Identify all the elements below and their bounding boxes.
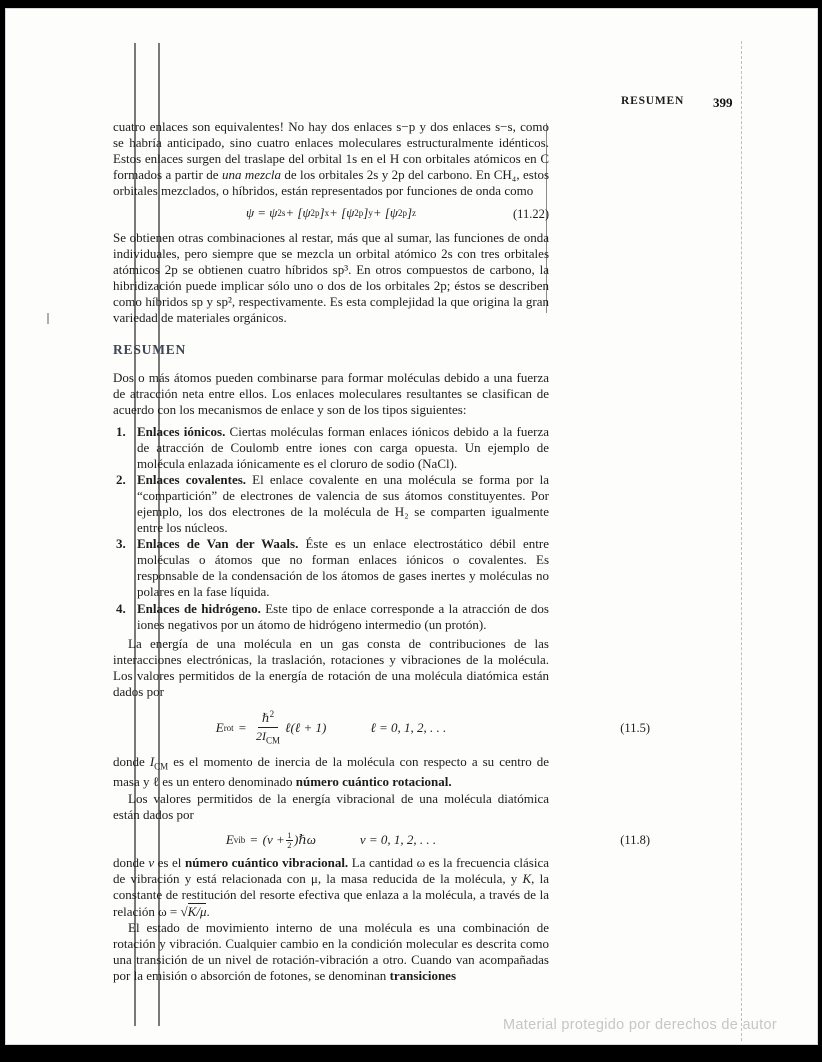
eq-condition: ℓ = 0, 1, 2, . . . xyxy=(370,719,447,735)
equation-11-5-expression xyxy=(216,709,447,747)
equation-11-8 xyxy=(113,829,650,851)
paragraph-estado xyxy=(113,920,549,984)
list-item-title: Enlaces covalentes. xyxy=(137,471,247,487)
eq-fraction-denominator: 2 xyxy=(287,840,292,851)
eq-superscript: 2 xyxy=(269,709,275,720)
list-item-title: Enlaces iónicos. xyxy=(137,423,226,439)
list-item-enlaces-ionicos xyxy=(113,424,549,472)
eq-variable: E xyxy=(215,719,224,735)
radicand-K-over-mu: K/μ xyxy=(187,903,207,919)
eq-subscript: 2p xyxy=(354,208,364,219)
eq-subscript: 2s xyxy=(277,208,286,219)
eq-subscript: rot xyxy=(223,722,234,733)
equation-number-11-5: (11.5) xyxy=(620,720,650,735)
paragraph-text: El estado de movimiento interno de una molécula es una combinación de rotación y vibración. Cualquier cambio en la condición molecular es descrita como una transición de un nivel de rotación-vibración a otro. Cuando van acompañadas por la emisión o absorción de fotones, se denominan xyxy=(113,919,549,983)
eq-subscript: CM xyxy=(266,735,281,746)
eq-term: ℏ xyxy=(261,711,270,726)
equation-11-22-expression xyxy=(246,205,416,221)
running-head xyxy=(6,95,817,113)
list-item-number: 4. xyxy=(116,600,126,616)
variable-I: I xyxy=(149,753,155,769)
eq-subscript: y xyxy=(368,208,373,219)
list-item-text: Éste es un enlace electrostático débil entre moléculas o átomos que no forman enlaces iónicos o covalentes. Es responsable de la condensación de los átomos de gases inertes y moléculas no polares en la fase líquida. xyxy=(137,536,549,600)
eq-fraction-numerator: 1 xyxy=(287,829,292,840)
page-number: 399 xyxy=(713,95,733,110)
eq-fraction xyxy=(256,709,280,747)
eq-subscript: x xyxy=(324,208,330,219)
eq-small-fraction-one-half xyxy=(286,831,293,852)
term-transiciones: transiciones xyxy=(389,967,457,983)
eq-equals: = xyxy=(238,719,247,735)
list-item-number: 2. xyxy=(116,471,126,487)
variable-subscript-CM: CM xyxy=(154,761,169,772)
paragraph-hybrids: Se obtienen otras combinaciones al restar, más que al sumar, las funciones de onda individuales, pero siempre que se mezcla un orbital atómico 2s con tres orbitales atómicos 2p se obtienen cuatro híbridos sp³. En otros compuestos de carbono, la hibridización puede implicar sólo uno o dos de los orbitales 2p; éstos se describen como híbridos sp y sp², respectivamente. Es esta complejidad la que origina la gran variedad de materiales orgánicos. xyxy=(113,229,549,326)
eq-term: + [ψ xyxy=(329,205,355,221)
term-numero-cuantico-vibracional: número cuántico vibracional. xyxy=(184,855,349,871)
paragraph-vibracional: Los valores permitidos de la energía vibracional de una molécula diatómica están dados por xyxy=(113,790,549,822)
eq-term: ] xyxy=(319,205,325,221)
eq-term: )ℏω xyxy=(294,831,316,847)
eq-term: 2I xyxy=(256,729,267,744)
paragraph-text: donde xyxy=(113,753,150,769)
bond-type-list xyxy=(113,424,549,633)
eq-subscript: z xyxy=(412,208,417,219)
eq-term: ψ = ψ xyxy=(245,205,278,221)
equation-11-22 xyxy=(113,205,549,221)
paragraph-text: La cantidad ω es la frecuencia clásica de vibración y está relacionada con μ, la masa reducida de la molécula, y xyxy=(113,855,550,887)
eq-term: ℓ(ℓ + 1) xyxy=(285,719,327,735)
paragraph-carryover-text-a: cuatro enlaces son equivalentes! No hay dos enlaces s−p y dos enlaces s−s, como se habría anticipado, sino cuatro enlaces moleculares estructuralmente idénticos. Estos enlaces surgen del traslape del orbital 1s en el H con orbitales atómicos en C formados a partir de xyxy=(113,119,549,183)
book-page xyxy=(5,8,818,1045)
eq-fraction-denominator xyxy=(256,728,280,747)
eq-term: + [ψ xyxy=(285,205,311,221)
list-item-number: 3. xyxy=(116,536,126,552)
radical-sign: √ xyxy=(180,903,188,919)
equation-11-8-expression xyxy=(226,830,436,851)
copyright-watermark: Material protegido por derechos de autor xyxy=(503,1017,777,1033)
eq-term: (v + xyxy=(262,831,285,847)
list-item-title: Enlaces de hidrógeno. xyxy=(137,600,261,616)
paragraph-resumen-intro: Dos o más átomos pueden combinarse para formar moléculas debido a una fuerza de atracción neta entre ellos. Los enlaces moleculares resultantes se clasifican de acuerdo con los mecanismos de enlace y son de los tipos siguientes: xyxy=(113,370,549,418)
list-item-text: Este tipo de enlace corresponde a la atracción de dos iones negativos por un átomo de hidrógeno intermedio (un protón). xyxy=(137,600,549,632)
list-item-number: 1. xyxy=(116,423,126,439)
eq-term: ] xyxy=(406,205,413,221)
equation-number-11-22: (11.22) xyxy=(513,206,549,221)
eq-term: ] xyxy=(363,205,369,221)
list-item-text: El enlace covalente en una molécula se forma por la “compartición” de electrones de valencia de sus átomos constituyentes. Por ejemplo, los dos electrones de la molécula de H₂ se comparten igualmente entre los núcleos. xyxy=(137,471,549,536)
eq-term: + [ψ xyxy=(372,205,398,221)
paragraph-energia: La energía de una molécula en un gas consta de contribuciones de las interacciones electrónicas, la traslación, rotaciones y vibraciones de la molécula. Los valores permitidos de la energía de rotación de una molécula diatómica están dados por xyxy=(113,635,549,699)
list-item-enlaces-covalentes xyxy=(113,472,549,536)
list-item-van-der-waals xyxy=(113,536,549,600)
text-column xyxy=(113,119,650,984)
eq-subscript: 2p xyxy=(310,208,320,219)
paragraph-text: es el momento de inercia de la molécula con respecto a su centro de masa y ℓ es un entero denominado xyxy=(113,753,549,790)
paragraph-donde-icm xyxy=(113,754,549,791)
paragraph-text: . xyxy=(206,903,210,919)
eq-equals: = xyxy=(250,831,258,847)
eq-fraction-numerator xyxy=(258,709,278,728)
emphasis-una-mezcla: una mezcla xyxy=(221,167,281,183)
variable-v: v xyxy=(148,855,155,871)
eq-variable: E xyxy=(225,831,234,847)
paragraph-carryover-text-b: de los orbitales 2s y 2p del carbono. En CH₄, estos orbitales mezclados, o híbridos, están representados por funciones de onda como xyxy=(113,167,550,199)
eq-subscript: 2p xyxy=(397,208,407,219)
section-heading-resumen: RESUMEN xyxy=(113,342,187,358)
eq-subscript: vib xyxy=(233,834,246,845)
equation-11-5 xyxy=(113,709,650,747)
paragraph-text: donde xyxy=(113,855,149,871)
list-item-text: Ciertas moléculas forman enlaces iónicos debido a la fuerza de atracción de Coulomb entre iones con carga opuesta. Un ejemplo de molécula enlazada iónicamente es el cloruro de sodio (NaCl). xyxy=(137,423,549,471)
paragraph-text: es el xyxy=(154,855,185,871)
paragraph-text: , la constante de restitución del resorte efectiva que enlaza a la molécula, a través de la relación ω = xyxy=(113,871,549,919)
scan-dashed-crease-line xyxy=(741,41,742,1041)
eq-condition: v = 0, 1, 2, . . . xyxy=(359,831,437,847)
paragraph-donde-v xyxy=(113,855,549,919)
variable-K: K xyxy=(522,871,532,887)
list-item-title: Enlaces de Van der Waals. xyxy=(137,536,299,552)
scan-left-margin-tick xyxy=(47,313,49,324)
equation-number-11-8: (11.8) xyxy=(620,832,650,847)
paragraph-carryover xyxy=(113,119,549,199)
term-numero-cuantico-rotacional: número cuántico rotacional. xyxy=(295,774,452,790)
list-item-enlaces-hidrogeno xyxy=(113,601,549,633)
running-head-section: RESUMEN xyxy=(621,95,685,107)
